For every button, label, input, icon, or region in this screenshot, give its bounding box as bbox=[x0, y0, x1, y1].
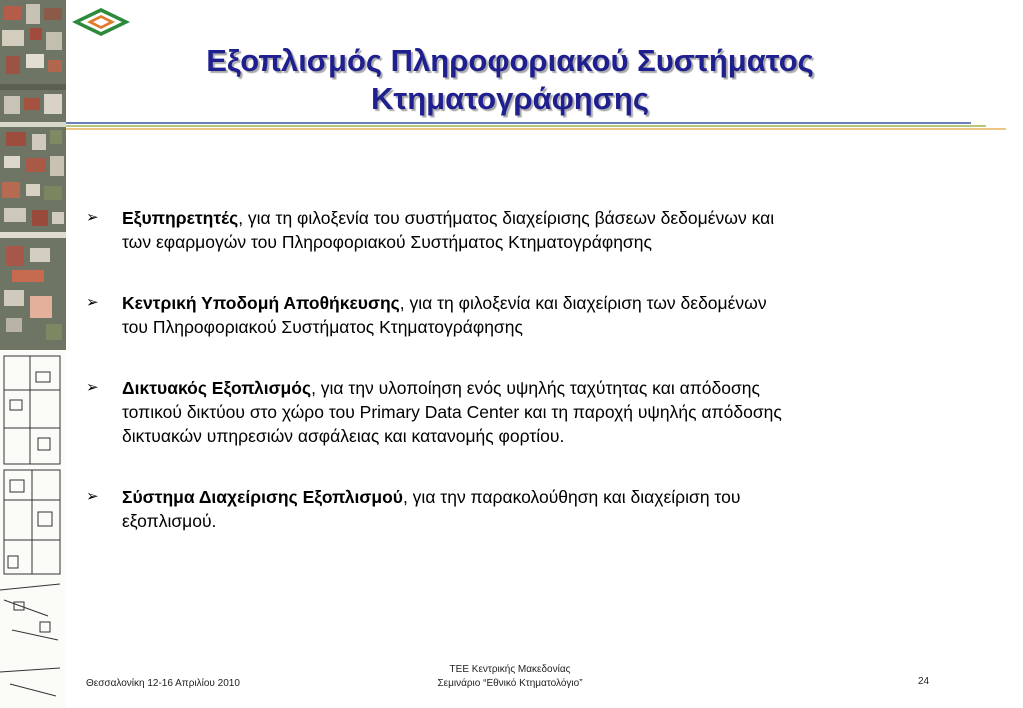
footer-org-line-1: ΤΕΕ Κεντρικής Μακεδονίας bbox=[449, 664, 571, 675]
bullet-arrow-icon: ➢ bbox=[86, 488, 99, 505]
bullet-arrow-icon: ➢ bbox=[86, 379, 99, 396]
slide-title bbox=[120, 42, 900, 118]
bullet-text: δικτυακών υπηρεσιών ασφάλειας και κατανομής φορτίου. bbox=[122, 426, 565, 446]
bullet-arrow-icon: ➢ bbox=[86, 294, 99, 311]
bullet-item-servers bbox=[86, 206, 936, 254]
title-divider bbox=[66, 120, 1023, 132]
bullet-text: του Πληροφοριακού Συστήματος Κτηματογράφησης bbox=[122, 317, 523, 337]
bullet-text: εξοπλισμού. bbox=[122, 511, 217, 531]
bullet-item-management bbox=[86, 485, 936, 533]
bullet-text: , για την υλοποίηση ενός υψηλής ταχύτητας και απόδοσης bbox=[311, 378, 760, 398]
cadastre-logo-icon bbox=[70, 6, 132, 38]
bullet-term: Εξυπηρετητές bbox=[122, 208, 239, 228]
footer-org-line-2: Σεμινάριο “Εθνικό Κτηματολόγιο” bbox=[437, 678, 583, 689]
bullet-text: , για τη φιλοξενία του συστήματος διαχείρισης βάσεων δεδομένων και bbox=[238, 208, 775, 228]
bullet-text: των εφαρμογών του Πληροφοριακού Συστήματος Κτηματογράφησης bbox=[122, 232, 652, 252]
slide-title-line-1: Εξοπλισμός Πληροφοριακού Συστήματος bbox=[206, 43, 814, 78]
footer-organization bbox=[410, 663, 610, 691]
bullet-text: , για την παρακολούθηση και διαχείριση του bbox=[402, 487, 741, 507]
bullet-term: Κεντρική Υποδομή Αποθήκευσης bbox=[122, 293, 400, 313]
bullet-term: Δικτυακός Εξοπλισμός bbox=[122, 378, 312, 398]
bullet-term: Σύστημα Διαχείρισης Εξοπλισμού bbox=[122, 487, 403, 507]
bullet-line bbox=[122, 485, 936, 509]
bullet-line bbox=[122, 291, 936, 315]
bullet-line bbox=[122, 376, 936, 400]
bullet-item-network bbox=[86, 376, 936, 448]
page-number: 24 bbox=[918, 676, 930, 687]
bullet-text: , για τη φιλοξενία και διαχείριση των δεδομένων bbox=[399, 293, 767, 313]
bullet-arrow-icon: ➢ bbox=[86, 209, 99, 226]
slide-title-line-2: Κτηματογράφησης bbox=[371, 81, 649, 116]
footer-date-place: Θεσσαλονίκη 12-16 Απριλίου 2010 bbox=[86, 678, 240, 689]
bullet-item-storage bbox=[86, 291, 936, 339]
aerial-map-strip bbox=[0, 0, 66, 708]
bullet-text: τοπικού δικτύου στο χώρο του Primary Data Center και τη παροχή υψηλής απόδοσης bbox=[122, 402, 782, 422]
bullet-list bbox=[86, 206, 936, 570]
bullet-line bbox=[122, 206, 936, 230]
